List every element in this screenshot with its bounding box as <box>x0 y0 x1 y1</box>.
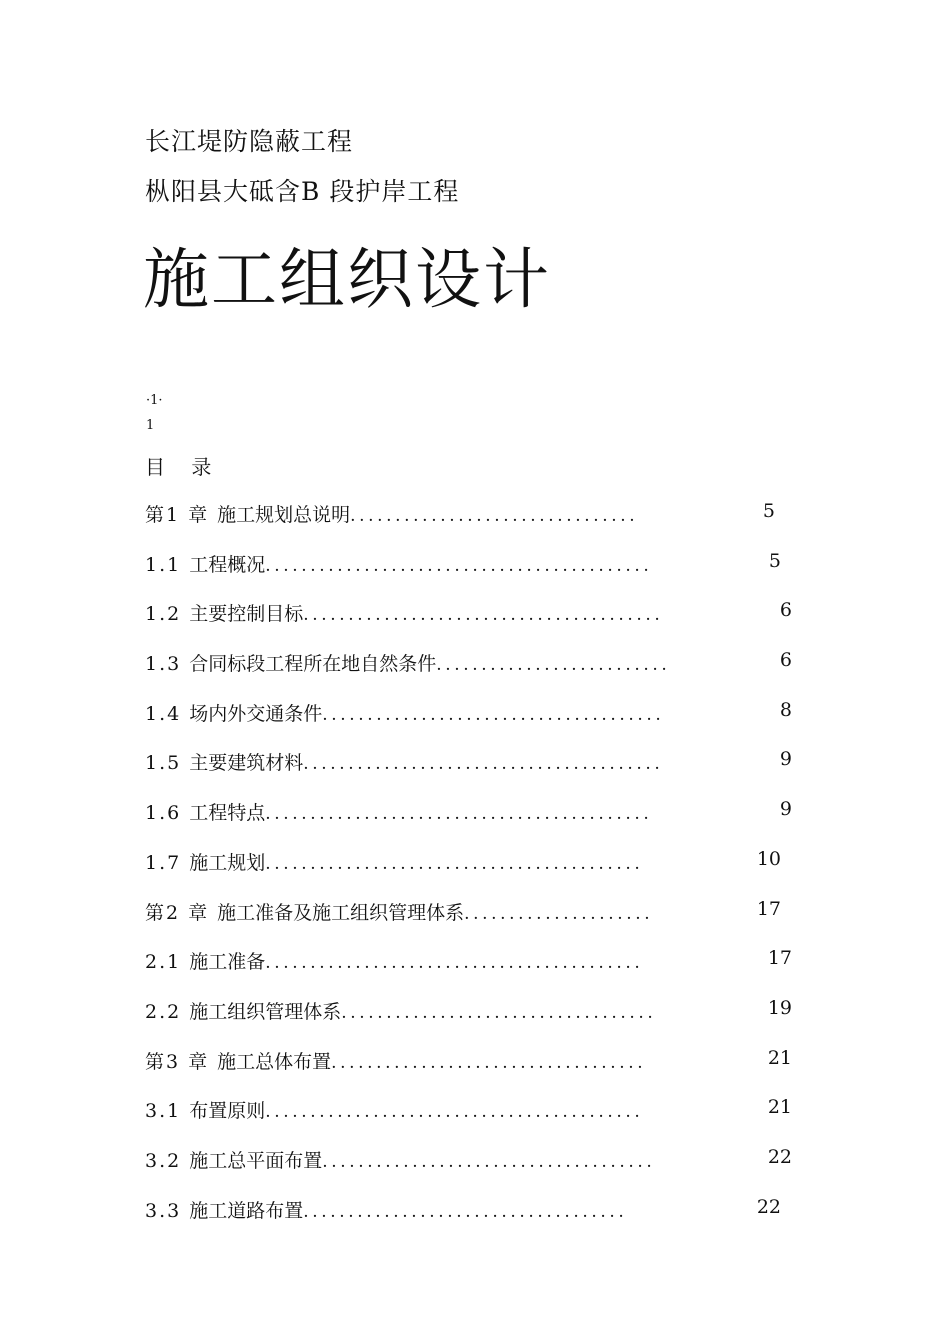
toc-entry <box>145 500 805 550</box>
toc-leader-dots: .......................................... <box>265 1102 644 1123</box>
toc-entry-page: 22 <box>756 1195 781 1218</box>
toc-entry-number: 3.1 <box>145 1100 182 1123</box>
toc-entry-text: 场内外交通条件 <box>189 702 323 725</box>
toc-entry <box>145 848 805 898</box>
toc-entry <box>145 898 805 948</box>
toc-entry-text: 工程概况 <box>189 553 266 576</box>
toc-entry-text: 合同标段工程所在地自然条件 <box>189 653 437 676</box>
toc-entry-text: 施工规划总说明 <box>217 504 351 526</box>
toc-entry <box>145 748 805 798</box>
toc-leader-dots: ........................................ <box>303 605 664 626</box>
toc-leader-dots: .......................................... <box>265 853 644 874</box>
toc-entry-number: 第2 章 <box>145 901 210 924</box>
toc-leader-dots: ................................ <box>350 506 639 526</box>
toc-entry-number: 3.3 <box>145 1199 182 1222</box>
toc-entry-page: 9 <box>779 798 792 821</box>
project-title-line1: 长江堤防隐蔽工程 <box>145 127 354 156</box>
toc-entry-page: 21 <box>767 1096 792 1119</box>
toc-entry-text: 布置原则 <box>189 1100 266 1123</box>
toc-entry-page: 17 <box>767 947 792 970</box>
toc-entry-text: 施工总平面布置 <box>189 1149 323 1172</box>
toc-entry-text: 主要建筑材料 <box>189 752 304 775</box>
toc-entry-number: 1.5 <box>145 752 182 775</box>
toc-entry <box>145 1146 805 1196</box>
toc-entry <box>145 1047 805 1097</box>
toc-entry <box>145 1196 805 1246</box>
toc-entry-number: 2.1 <box>145 951 182 974</box>
toc-entry-page: 22 <box>767 1145 792 1168</box>
toc-entry-page: 8 <box>779 698 792 721</box>
toc-entry <box>145 1096 805 1146</box>
toc-entry-page: 6 <box>779 649 792 672</box>
toc-entry <box>145 997 805 1047</box>
page-mark-number: 1 <box>146 418 155 433</box>
toc-entry <box>145 599 805 649</box>
toc-leader-dots: ..................... <box>464 903 654 924</box>
toc-entry-text: 工程特点 <box>189 802 266 825</box>
toc-entry <box>145 947 805 997</box>
toc-entry-number: 1.7 <box>145 851 182 874</box>
toc-entry <box>145 550 805 600</box>
toc-leader-dots: ...................................... <box>322 704 665 725</box>
toc-leader-dots: .......................... <box>436 655 671 676</box>
toc-entry <box>145 699 805 749</box>
table-of-contents <box>145 500 805 1245</box>
toc-entry-number: 第1 章 <box>145 504 210 526</box>
toc-entry-text: 施工准备及施工组织管理体系 <box>217 901 465 924</box>
toc-entry-number: 1.4 <box>145 702 182 725</box>
toc-leader-dots: ..................................... <box>322 1151 656 1172</box>
toc-entry-page: 19 <box>767 996 792 1019</box>
toc-entry-text: 施工准备 <box>189 951 266 974</box>
toc-heading: 目 录 <box>145 455 222 479</box>
toc-entry-page: 9 <box>779 748 792 771</box>
toc-leader-dots: ........................................ <box>303 754 664 775</box>
toc-leader-dots: ........................................... <box>265 555 653 576</box>
toc-entry-number: 3.2 <box>145 1149 182 1172</box>
document-title: 施工组织设计 <box>143 241 551 318</box>
toc-entry-number: 1.1 <box>145 553 182 576</box>
toc-leader-dots: .......................................... <box>265 953 644 974</box>
toc-entry-page: 17 <box>756 897 781 920</box>
toc-entry <box>145 798 805 848</box>
toc-entry-number: 1.2 <box>145 603 182 626</box>
toc-leader-dots: ................................... <box>341 1002 657 1023</box>
toc-entry-text: 主要控制目标 <box>189 603 304 626</box>
toc-leader-dots: ................................... <box>331 1052 647 1073</box>
toc-entry-page: 6 <box>779 599 792 622</box>
page-mark-dotted: ·1· <box>146 393 163 408</box>
toc-entry-number: 2.2 <box>145 1000 182 1023</box>
toc-entry <box>145 649 805 699</box>
toc-entry-text: 施工总体布置 <box>217 1050 332 1073</box>
toc-entry-text: 施工规划 <box>189 851 266 874</box>
toc-entry-number: 1.6 <box>145 802 182 825</box>
toc-entry-text: 施工道路布置 <box>189 1199 304 1222</box>
toc-leader-dots: ........................................... <box>265 804 653 825</box>
toc-leader-dots: .................................... <box>303 1201 628 1222</box>
toc-entry-number: 第3 章 <box>145 1050 210 1073</box>
project-title-line2: 枞阳县大砥含B 段护岸工程 <box>145 177 460 206</box>
toc-entry-page: 21 <box>767 1046 792 1069</box>
toc-entry-page: 10 <box>756 847 781 870</box>
toc-entry-number: 1.3 <box>145 653 182 676</box>
toc-entry-page: 5 <box>768 549 781 572</box>
toc-entry-page: 5 <box>762 500 775 522</box>
toc-entry-text: 施工组织管理体系 <box>189 1000 342 1023</box>
